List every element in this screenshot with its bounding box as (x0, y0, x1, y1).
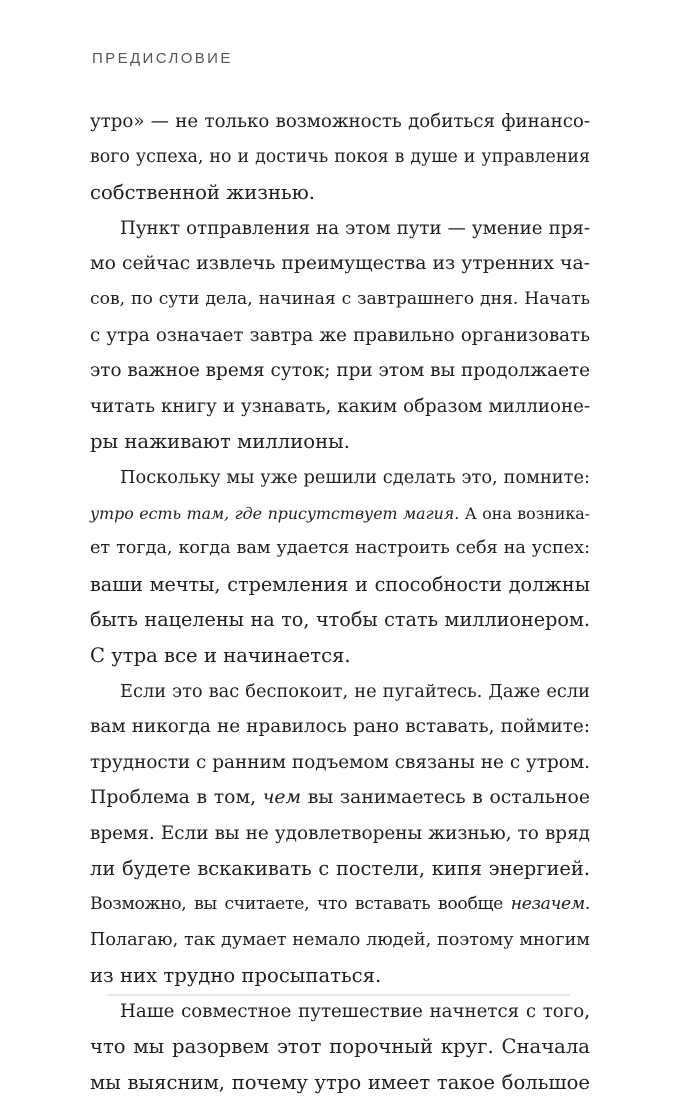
text-line: мо сейчас извлечь преимущества из утренних ча- (90, 253, 590, 275)
text-line: Пункт отправления на этом пути — умение пря- (120, 217, 590, 239)
italic-word: чем (262, 787, 302, 809)
text-line-with-italic (90, 780, 590, 816)
text-line: утро» — не только возможность добиться финансо- (90, 111, 590, 132)
text-line: Если это вас беспокоит, не пугайтесь. Даже если (120, 680, 590, 702)
text-line: Полагаю, так думает немало людей, поэтому многим (90, 929, 590, 950)
text-line: мы выясним, почему утро имеет такое большое (90, 1071, 590, 1095)
paragraph (90, 994, 590, 1101)
paragraph (90, 211, 590, 460)
text-line: ет тогда, когда вам удается настроить себя на успех: (90, 538, 590, 559)
text-segment: Проблема в том, (90, 787, 263, 809)
text-line: собственной жизнью. (90, 181, 315, 205)
italic-phrase: утро есть там, где присутствует магия. (90, 503, 460, 523)
text-line: это важное время суток; при этом вы продолжаете (90, 360, 591, 382)
text-line: Поскольку мы уже решили сделать это, помните: (120, 466, 590, 488)
text-line: С утра все и начинается. (90, 643, 351, 667)
text-line: вого успеха, но и достичь покоя в душе и управления (90, 146, 590, 167)
text-line: время. Если вы не удовлетворены жизнью, то вряд (90, 822, 590, 844)
text-line: с утра означает завтра же правильно организовать (90, 324, 590, 346)
text-line: из них трудно просыпаться. (90, 964, 382, 988)
text-line: что мы разорвем этот порочный круг. Сначала (90, 1035, 590, 1059)
text-line: ли будете вскакивать с постели, кипя энергией. (90, 857, 590, 881)
paragraph (90, 460, 590, 674)
text-line: сов, по сути дела, начиная с завтрашнего дня. Начать (90, 288, 590, 309)
text-line: Наше совместное путешествие начнется с того, (120, 1000, 590, 1022)
paragraph (90, 674, 590, 994)
text-segment: вы занимаетесь в остальное (301, 787, 590, 809)
page-bottom-divider (108, 994, 570, 996)
text-line-with-italic (90, 887, 590, 923)
italic-word: незачем. (510, 894, 590, 915)
body-text (90, 104, 590, 1101)
paragraph (90, 104, 590, 211)
text-line: быть нацелены на то, чтобы стать миллионером. (90, 608, 590, 632)
text-segment: А она возника- (459, 503, 590, 523)
text-line: вам никогда не нравилось рано вставать, поймите: (90, 716, 590, 738)
text-line-with-italic (90, 496, 590, 532)
running-head: ПРЕДИСЛОВИЕ (92, 50, 233, 67)
text-line: трудности с ранним подъемом связаны не с утром. (90, 751, 590, 773)
text-line: ваши мечты, стремления и способности должны (90, 572, 590, 596)
text-line: ры наживают миллионы. (90, 430, 350, 454)
text-line: читать книгу и узнавать, каким образом миллионе- (90, 395, 590, 417)
text-segment: Возможно, вы считаете, что вставать вообще (90, 894, 511, 915)
